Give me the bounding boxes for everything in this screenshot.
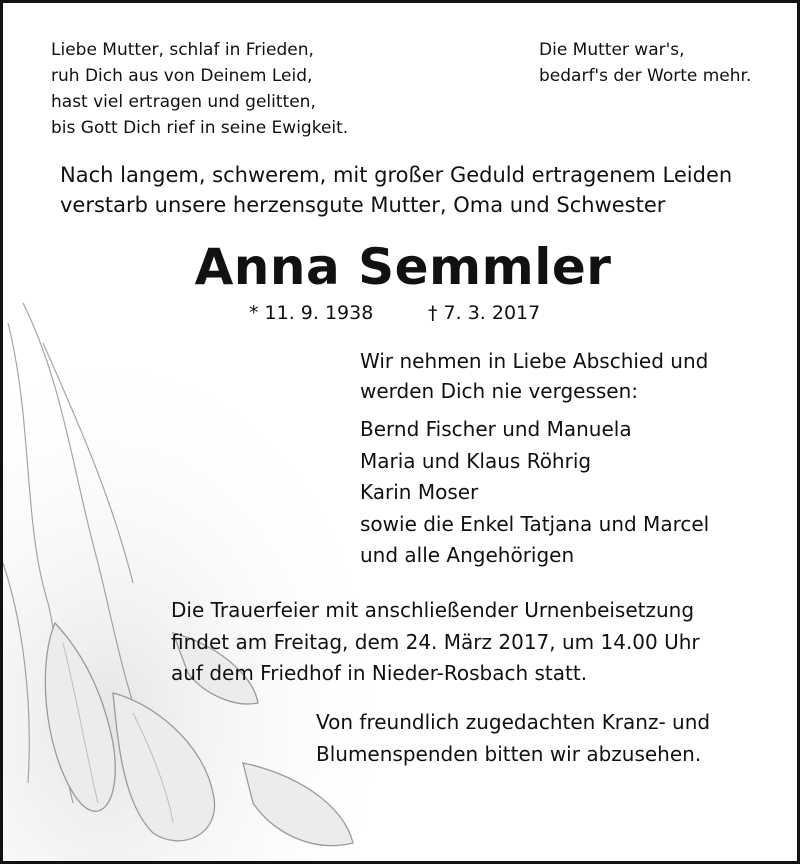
poem-right [539, 37, 751, 89]
mourner-item: Bernd Fischer und Manuela [360, 417, 632, 441]
poem-left-line: ruh Dich aus von Deinem Leid, [51, 66, 313, 86]
ceremony-text [171, 595, 700, 690]
death-date: † 7. 3. 2017 [428, 302, 541, 324]
ceremony-line: findet am Freitag, dem 24. März 2017, um 14.00 Uhr [171, 629, 700, 654]
flowers-note [316, 707, 710, 770]
intro-line: Nach langem, schwerem, mit großer Geduld ertragenem Leiden [60, 163, 733, 187]
poem-right-line: Die Mutter war's, [539, 40, 685, 60]
birth-date: * 11. 9. 1938 [249, 302, 374, 324]
flowers-line: Von freundlich zugedachten Kranz- und [316, 710, 711, 734]
mourner-item: Maria und Klaus Röhrig [360, 448, 592, 473]
poem-left-line: hast viel ertragen und gelitten, [51, 92, 316, 112]
poem-left [51, 37, 348, 141]
mourner-item: und alle Angehörigen [360, 543, 575, 567]
mourner-item: Karin Moser [360, 480, 479, 504]
poem-left-line: Liebe Mutter, schlaf in Frieden, [51, 40, 314, 60]
ceremony-line: auf dem Friedhof in Nieder-Rosbach statt. [171, 661, 588, 685]
ceremony-line: Die Trauerfeier mit anschließender Urnenbeisetzung [171, 598, 695, 622]
poem-right-line: bedarf's der Worte mehr. [539, 66, 752, 86]
deceased-name: Anna Semmler [194, 238, 612, 296]
poem-left-line: bis Gott Dich rief in seine Ewigkeit. [51, 118, 349, 138]
intro-line: verstarb unsere herzensgute Mutter, Oma und Schwester [60, 193, 666, 217]
flowers-line: Blumenspenden bitten wir abzusehen. [316, 741, 702, 766]
mourners-list [360, 414, 709, 572]
farewell-line: Wir nehmen in Liebe Abschied und [360, 349, 709, 373]
farewell-line: werden Dich nie vergessen: [360, 379, 639, 403]
mourner-item: sowie die Enkel Tatjana und Marcel [360, 511, 710, 536]
farewell-text [360, 346, 708, 406]
intro-text [60, 160, 732, 220]
